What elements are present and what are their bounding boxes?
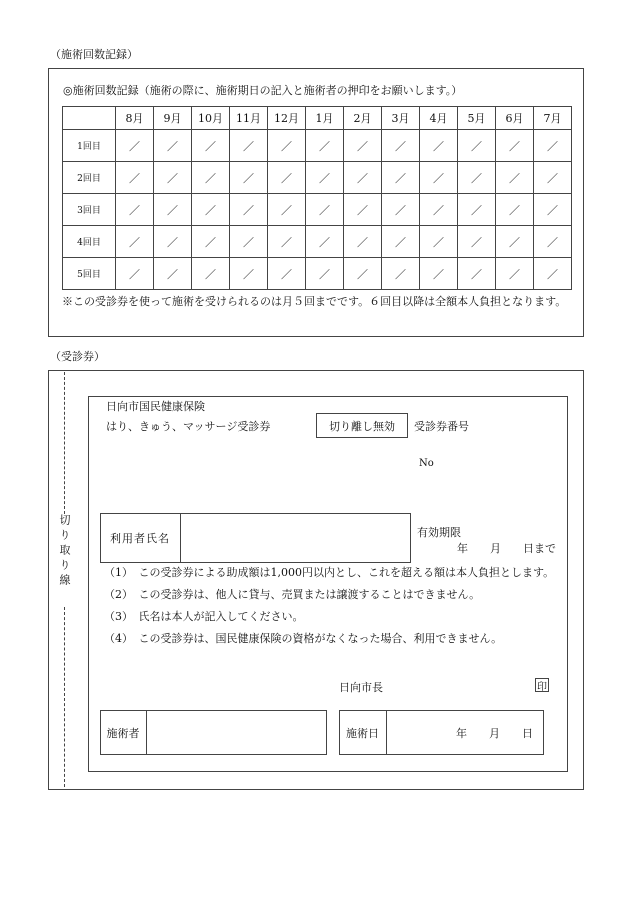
practitioner-field[interactable]: [147, 711, 326, 754]
month-header: 1月: [306, 107, 344, 130]
row-label: 5回目: [63, 258, 116, 290]
date-cell[interactable]: ／: [534, 258, 572, 290]
month-header: 11月: [230, 107, 268, 130]
note-item: （3） 氏名は本人が記入してください。: [104, 610, 304, 623]
date-cell[interactable]: ／: [458, 162, 496, 194]
date-cell[interactable]: ／: [496, 258, 534, 290]
validity-label: 有効期限: [417, 526, 461, 539]
date-cell[interactable]: ／: [458, 226, 496, 258]
date-cell[interactable]: ／: [458, 130, 496, 162]
note-item: （1） この受診券による助成額は1,000円以内とし、これを超える額は本人負担とします。: [104, 566, 555, 579]
table-corner: [63, 107, 116, 130]
mayor-label: 日向市長: [339, 681, 383, 694]
date-cell[interactable]: ／: [192, 130, 230, 162]
date-cell[interactable]: ／: [154, 226, 192, 258]
cut-line-bottom: [64, 607, 65, 787]
date-cell[interactable]: ／: [230, 226, 268, 258]
note-item: （2） この受診券は、他人に貸与、売買または譲渡することはできません。: [104, 588, 481, 601]
section1-title: （施術回数記録）: [50, 48, 138, 61]
month-header: 4月: [420, 107, 458, 130]
date-cell[interactable]: ／: [192, 258, 230, 290]
row-label: 3回目: [63, 194, 116, 226]
date-cell[interactable]: ／: [458, 194, 496, 226]
date-cell[interactable]: ／: [192, 162, 230, 194]
cut-line-top: [64, 372, 65, 514]
month-header: 3月: [382, 107, 420, 130]
date-cell[interactable]: ／: [496, 162, 534, 194]
date-cell[interactable]: ／: [344, 226, 382, 258]
date-cell[interactable]: ／: [344, 258, 382, 290]
date-cell[interactable]: ／: [382, 258, 420, 290]
seal-mark: 印: [535, 678, 549, 692]
date-cell[interactable]: ／: [306, 258, 344, 290]
date-cell[interactable]: ／: [306, 162, 344, 194]
date-cell[interactable]: ／: [116, 258, 154, 290]
month-header: 2月: [344, 107, 382, 130]
month-header: 12月: [268, 107, 306, 130]
treatment-date-value[interactable]: 年 月 日: [456, 727, 533, 740]
date-cell[interactable]: ／: [382, 130, 420, 162]
date-cell[interactable]: ／: [458, 258, 496, 290]
date-cell[interactable]: ／: [534, 226, 572, 258]
date-cell[interactable]: ／: [534, 194, 572, 226]
record-heading: ◎施術回数記録（施術の際に、施術期日の記入と施術者の押印をお願いします。）: [63, 84, 463, 97]
month-header: 9月: [154, 107, 192, 130]
treatment-date-label: 施術日: [346, 726, 379, 740]
date-cell[interactable]: ／: [154, 162, 192, 194]
row-label: 2回目: [63, 162, 116, 194]
date-cell[interactable]: ／: [420, 226, 458, 258]
date-cell[interactable]: ／: [116, 130, 154, 162]
date-cell[interactable]: ／: [496, 226, 534, 258]
ticket-number-label: 受診券番号: [414, 420, 469, 433]
month-header: 7月: [534, 107, 572, 130]
practitioner-label: 施術者: [106, 726, 140, 740]
notes-list: [104, 563, 562, 649]
date-cell[interactable]: ／: [344, 194, 382, 226]
date-cell[interactable]: ／: [306, 130, 344, 162]
date-cell[interactable]: ／: [420, 130, 458, 162]
row-label: 4回目: [63, 226, 116, 258]
month-header: 8月: [116, 107, 154, 130]
cut-line-label: 切り取り線: [58, 514, 71, 589]
date-cell[interactable]: ／: [268, 194, 306, 226]
date-cell[interactable]: ／: [192, 226, 230, 258]
date-cell[interactable]: ／: [382, 194, 420, 226]
treatment-record-table: [62, 106, 572, 290]
date-cell[interactable]: ／: [154, 130, 192, 162]
treatment-date-divider: [386, 710, 387, 755]
date-cell[interactable]: ／: [344, 162, 382, 194]
row-label: 1回目: [63, 130, 116, 162]
date-cell[interactable]: ／: [116, 226, 154, 258]
month-header: 6月: [496, 107, 534, 130]
date-cell[interactable]: ／: [496, 130, 534, 162]
date-cell[interactable]: ／: [268, 162, 306, 194]
ticket-title: はり、きゅう、マッサージ受診券: [106, 420, 271, 433]
validity-date: 年 月 日まで: [457, 542, 556, 555]
date-cell[interactable]: ／: [268, 226, 306, 258]
date-cell[interactable]: ／: [154, 258, 192, 290]
date-cell[interactable]: ／: [230, 162, 268, 194]
date-cell[interactable]: ／: [306, 226, 344, 258]
no-label: No: [419, 458, 434, 469]
date-cell[interactable]: ／: [534, 130, 572, 162]
record-note: ※この受診券を使って施術を受けられるのは月５回までです。６回目以降は全額本人負担となります。: [62, 295, 567, 308]
date-cell[interactable]: ／: [420, 162, 458, 194]
date-cell[interactable]: ／: [344, 130, 382, 162]
date-cell[interactable]: ／: [230, 130, 268, 162]
month-header: 5月: [458, 107, 496, 130]
date-cell[interactable]: ／: [154, 194, 192, 226]
date-cell[interactable]: ／: [116, 162, 154, 194]
date-cell[interactable]: ／: [116, 194, 154, 226]
name-field[interactable]: [181, 514, 410, 562]
month-header: 10月: [192, 107, 230, 130]
date-cell[interactable]: ／: [382, 226, 420, 258]
date-cell[interactable]: ／: [268, 130, 306, 162]
date-cell[interactable]: ／: [382, 162, 420, 194]
date-cell[interactable]: ／: [306, 194, 344, 226]
note-item: （4） この受診券は、国民健康保険の資格がなくなった場合、利用できません。: [104, 632, 503, 645]
invalid-if-detached-label: 切り離し無効: [316, 413, 408, 438]
date-cell[interactable]: ／: [230, 194, 268, 226]
date-cell[interactable]: ／: [534, 162, 572, 194]
date-cell[interactable]: ／: [420, 258, 458, 290]
date-cell[interactable]: ／: [268, 258, 306, 290]
section2-title: （受診券）: [50, 350, 105, 363]
date-cell[interactable]: ／: [230, 258, 268, 290]
date-cell[interactable]: ／: [420, 194, 458, 226]
name-label: 利用者氏名: [110, 532, 170, 545]
issuer: 日向市国民健康保険: [106, 400, 205, 413]
date-cell[interactable]: ／: [496, 194, 534, 226]
date-cell[interactable]: ／: [192, 194, 230, 226]
